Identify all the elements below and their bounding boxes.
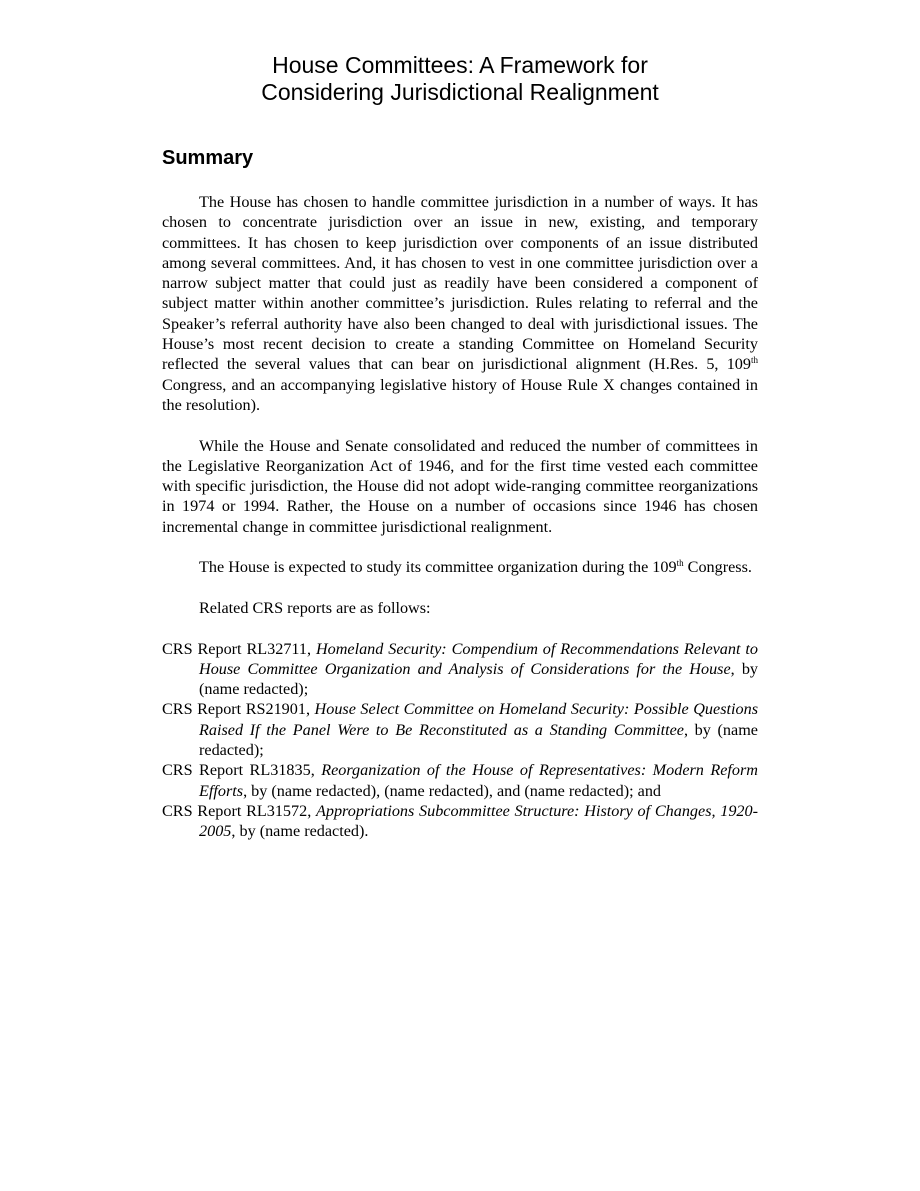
summary-paragraph-1: The House has chosen to handle committee jurisdiction in a number of ways. It has chosen to concentrate jurisdiction over an issue in new, existing, and temporary committees. It has chosen to keep jurisdiction over components of an issue distributed among several committees. And, it has chosen to vest in one committee jurisdiction over a narrow subject matter that could just as readily have been considered a component of subject matter within another committee’s jurisdiction. Rules relating to referral and the Speaker’s referral authority have also been changed to deal with jurisdictional issues. The House’s most recent decision to create a standing Committee on Homeland Security reflected the several values that can bear on jurisdictional alignment (H.Res. 5, 109th Congress, and an accompanying legislative history of House Rule X changes contained in the resolution). [162,193,758,414]
title-line-1: House Committees: A Framework for [272,52,648,78]
summary-heading: Summary [162,147,254,169]
reference-item: CRS Report RL31572, Appropriations Subcommittee Structure: History of Changes, 1920-2005, by (name redacted). [162,801,759,841]
summary-paragraph-2: While the House and Senate consolidated and reduced the number of committees in the Legislative Reorganization Act of 1946, and for the first time vested each committee with specific jurisdiction, the House did not adopt wide-ranging committee reorganizations in 1974 or 1994. Rather, the House on a number of occasions since 1946 has chosen incremental change in committee jurisdictional realignment. [162,436,758,536]
summary-paragraph-4: Related CRS reports are as follows: [199,598,431,617]
reference-list [162,639,758,842]
document-page [162,52,758,842]
title-line-2: Considering Jurisdictional Realignment [261,79,659,105]
summary-body [162,192,758,842]
reference-item: CRS Report RS21901, House Select Committee on Homeland Security: Possible Questions Raised If the Panel Were to Be Reconstituted as a Standing Committee, by (name redacted); [162,700,758,760]
summary-paragraph-3: The House is expected to study its committee organization during the 109th Congress. [199,558,752,577]
reference-item: CRS Report RL31835, Reorganization of the House of Representatives: Modern Reform Efforts, by (name redacted), (name redacted), and (name redacted); and [162,761,758,800]
reference-item: CRS Report RL32711, Homeland Security: Compendium of Recommendations Relevant to House Committee Organization and Analysis of Considerations for the House, by (name redacted); [162,639,759,699]
document-title [162,52,758,106]
